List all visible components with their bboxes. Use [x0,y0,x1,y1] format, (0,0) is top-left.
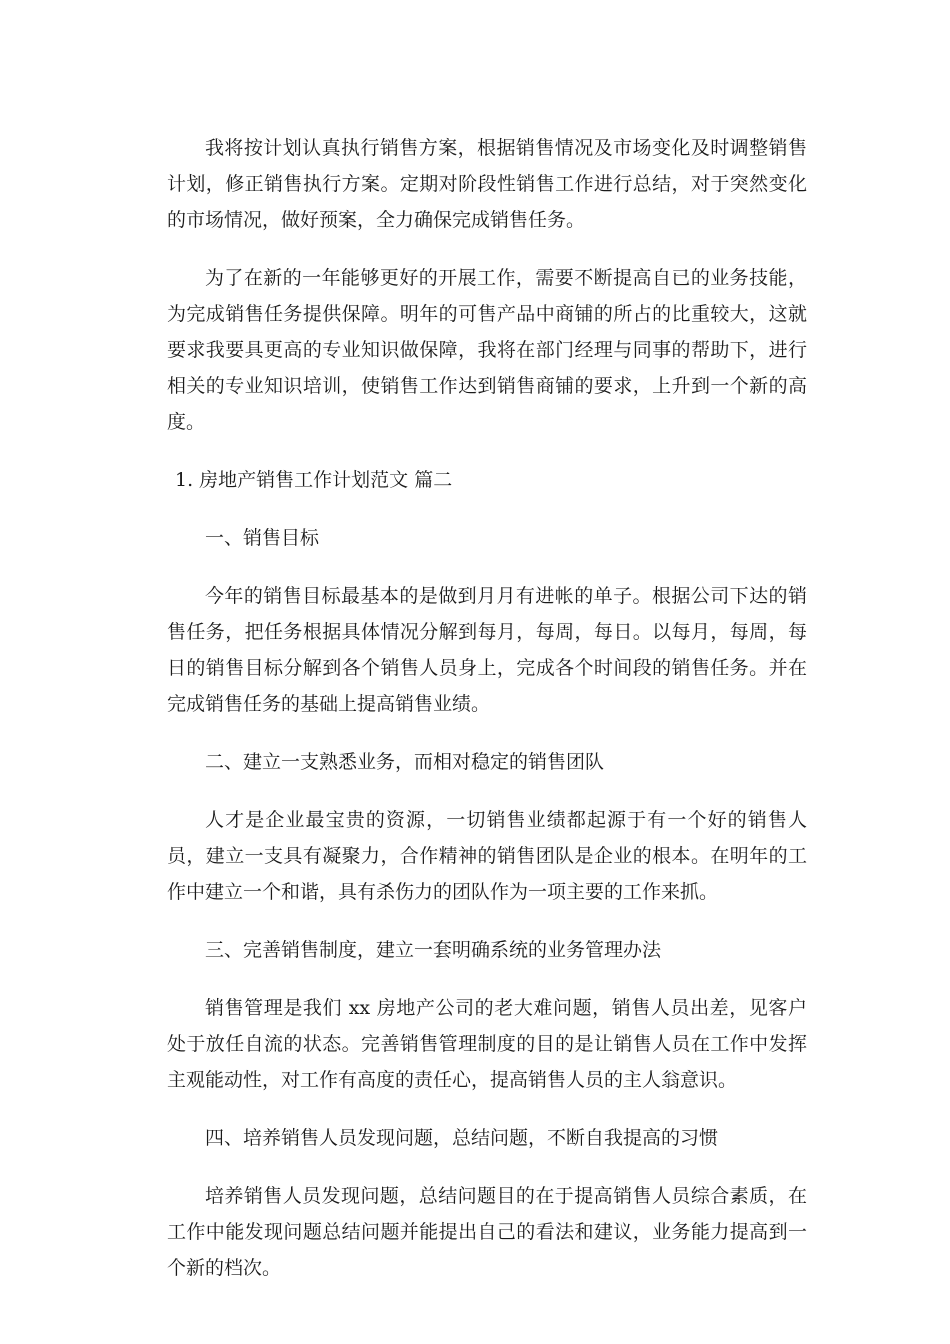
paragraph-improve-skills: 为了在新的一年能够更好的开展工作，需要不断提高自已的业务技能，为完成销售任务提供保障。明年的可售产品中商铺的所占的比重较大，这就要求我要具更高的专业知识做保障，我将在部门经理与同事的帮助下，进行相关的专业知识培训，使销售工作达到销售商铺的要求，上升到一个新的高度。 [167,267,807,433]
paragraph-execute-plan: 我将按计划认真执行销售方案，根据销售情况及市场变化及时调整销售计划，修正销售执行方案。定期对阶段性销售工作进行总结，对于突然变化的市场情况，做好预案，全力确保完成销售任务。 [167,137,807,231]
heading-sales-target: 一、销售目标 [205,527,320,549]
section-title: 1. 房地产销售工作计划范文 篇二 [175,469,453,491]
paragraph-sales-target: 今年的销售目标最基本的是做到月月有进帐的单子。根据公司下达的销售任务，把任务根据具体情况分解到每月，每周，每日。以每月，每周，每日的销售目标分解到各个销售人员身上，完成各个时间段的销售任务。并在完成销售任务的基础上提高销售业绩。 [167,585,807,715]
document-body [167,130,807,1308]
heading-sales-system: 三、完善销售制度，建立一套明确系统的业务管理办法 [205,939,662,961]
paragraph-sales-system: 销售管理是我们 xx 房地产公司的老大难问题，销售人员出差，见客户处于放任自流的状态。完善销售管理制度的目的是让销售人员在工作中发挥主观能动性，对工作有高度的责任心，提高销售人员的主人翁意识。 [167,997,807,1091]
heading-sales-team: 二、建立一支熟悉业务，而相对稳定的销售团队 [205,751,605,773]
heading-problem-solving: 四、培养销售人员发现问题，总结问题，不断自我提高的习惯 [205,1127,719,1149]
paragraph-problem-solving: 培养销售人员发现问题，总结问题目的在于提高销售人员综合素质，在工作中能发现问题总结问题并能提出自己的看法和建议，业务能力提高到一个新的档次。 [167,1185,807,1279]
paragraph-sales-team: 人才是企业最宝贵的资源，一切销售业绩都起源于有一个好的销售人员，建立一支具有凝聚力，合作精神的销售团队是企业的根本。在明年的工作中建立一个和谐，具有杀伤力的团队作为一项主要的工作来抓。 [167,809,807,903]
